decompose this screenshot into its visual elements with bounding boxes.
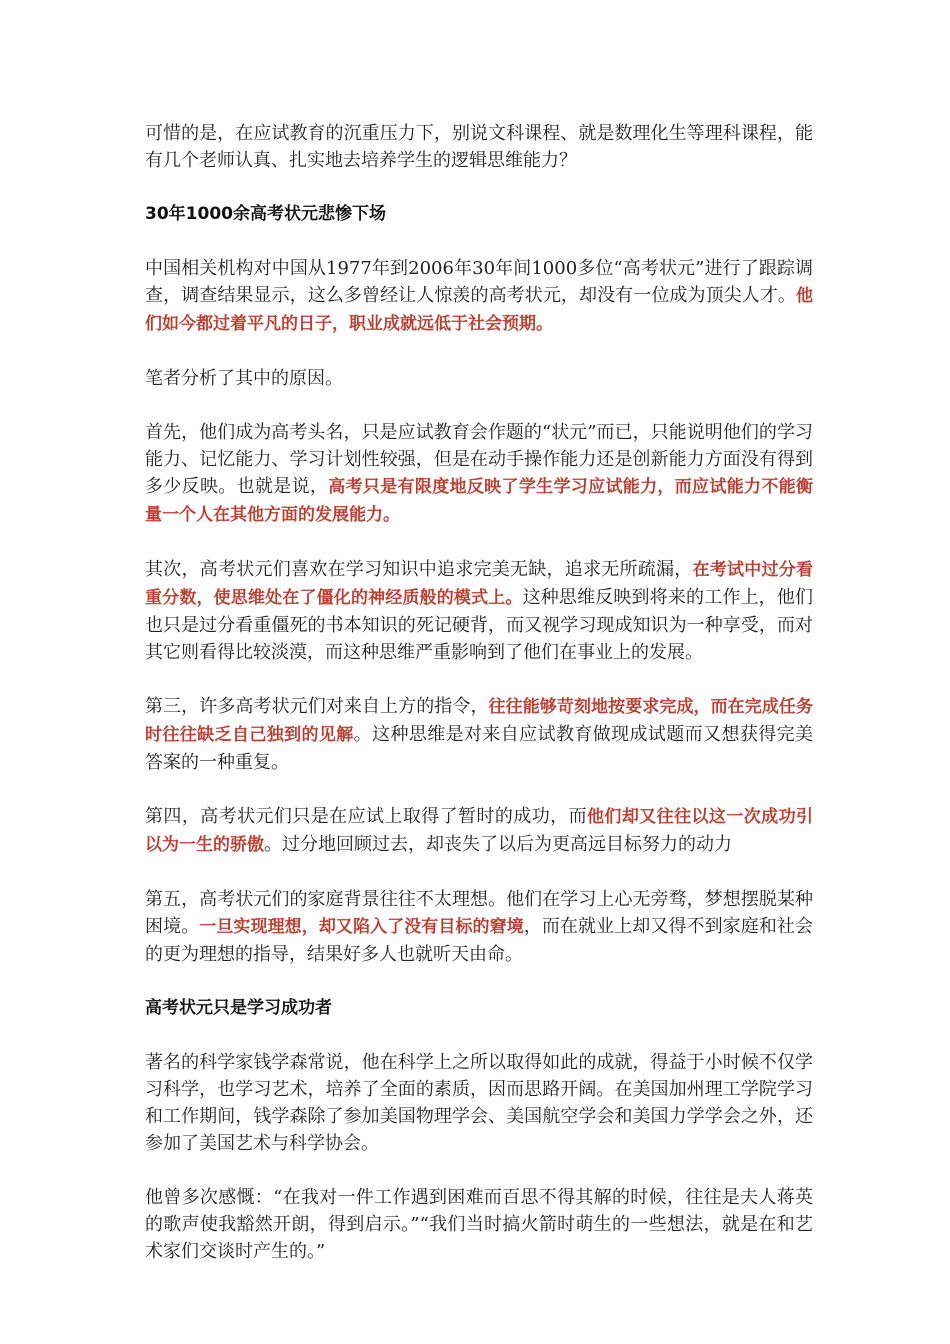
- paragraph-reason-1: [145, 419, 813, 529]
- section-heading-2: 高考状元只是学习成功者: [145, 998, 332, 1018]
- paragraph-reason-5-highlight: 一旦实现理想，却又陷入了没有目标的窘境: [199, 917, 524, 937]
- section-heading-1: 30年1000余高考状元悲惨下场: [145, 204, 386, 224]
- paragraph-reason-5-text-a: 第五，高考状元们的家庭背景往往不太理想。他们在学习上心无旁骛，梦想摆脱某种困境。: [145, 889, 813, 937]
- article-body: [145, 120, 813, 1292]
- paragraph-quote-text: 他曾多次感慨：“在我对一件工作遇到困难而百思不得其解的时候，往往是夫人蒋英的歌声使我豁然开朗，得到启示。”“我们当时搞火箭时萌生的一些想法，就是在和艺术家们交谈时产生的。”: [145, 1187, 813, 1262]
- paragraph-reason-4-text-b: 。过分地回顾过去，却丧失了以后为更高远目标努力的动力: [264, 834, 732, 855]
- paragraph-qian-xuesen-text: 著名的科学家钱学森常说，他在科学上之所以取得如此的成就，得益于小时候不仅学习科学，也学习艺术，培养了全面的素质，因而思路开阔。在美国加州理工学院学习和工作期间，钱学森除了参加美国物理学会、美国航空学会和美国力学学会之外，还参加了美国艺术与科学协会。: [145, 1052, 813, 1154]
- paragraph-reason-2-text-b: 这种思维反映到将来的工作上，他们也只是过分看重僵死的书本知识的死记硬背，而又视学习现成知识为一种享受，而对其它则看得比较淡漠，而这种思维严重影响到了他们在事业上的发展。: [145, 587, 814, 663]
- paragraph-reason-3-text-a: 第三，许多高考状元们对来自上方的指令，: [145, 696, 489, 717]
- paragraph-reason-2-text-a: 其次，高考状元们喜欢在学习知识中追求完美无缺，追求无所疏漏，: [145, 559, 693, 580]
- paragraph-reason-3: [145, 693, 813, 776]
- paragraph-survey: [145, 255, 813, 338]
- paragraph-reason-3-text-b: 。这种思维是对来自应试教育做现成试题而又想获得完美答案的一种重复。: [145, 724, 814, 773]
- paragraph-reason-3-highlight: 往往能够苛刻地按要求完成，而在完成任务时往往缺乏自己独到的见解: [145, 697, 814, 745]
- paragraph-reason-4-highlight: 他们却又往往以这一次成功引以为一生的骄傲: [145, 807, 813, 855]
- paragraph-analysis-intro-text: 笔者分析了其中的原因。: [145, 368, 343, 389]
- paragraph-intro-text: 可惜的是，在应试教育的沉重压力下，别说文科课程、就是数理化生等理科课程，能有几个老师认真、扎实地去培养学生的逻辑思维能力？: [145, 123, 813, 171]
- paragraph-reason-5: [145, 886, 813, 968]
- paragraph-reason-2: [145, 556, 813, 666]
- paragraph-survey-highlight: 他们如今都过着平凡的日子，职业成就远低于社会预期。: [145, 286, 813, 334]
- paragraph-reason-5-text-b: ，而在就业上却又得不到家庭和社会的更为理想的指导，结果好多人也就听天由命。: [145, 916, 814, 965]
- paragraph-analysis-intro: [145, 365, 813, 392]
- paragraph-quote: [145, 1184, 813, 1265]
- paragraph-reason-2-highlight: 在考试中过分看重分数，使思维处在了僵化的神经质般的模式上。: [145, 560, 813, 608]
- paragraph-reason-1-highlight: 高考只是有限度地反映了学生学习应试能力，而应试能力不能衡量一个人在其他方面的发展能力。: [145, 477, 814, 525]
- paragraph-reason-4-text-a: 第四，高考状元们只是在应试上取得了暂时的成功，而: [145, 806, 587, 827]
- paragraph-reason-4: [145, 803, 813, 859]
- paragraph-intro: [145, 120, 813, 174]
- paragraph-qian-xuesen: [145, 1049, 813, 1157]
- paragraph-survey-text: 中国相关机构对中国从1977年到2006年30年间1000多位“高考状元”进行了跟踪调查，调查结果显示，这么多曾经让人惊羡的高考状元，却没有一位成为顶尖人才。: [145, 258, 813, 306]
- paragraph-reason-1-text: 首先，他们成为高考头名，只是应试教育会作题的“状元”而已，只能说明他们的学习能力、记忆能力、学习计划性较强，但是在动手操作能力还是创新能力方面没有得到多少反映。也就是说，: [145, 422, 813, 497]
